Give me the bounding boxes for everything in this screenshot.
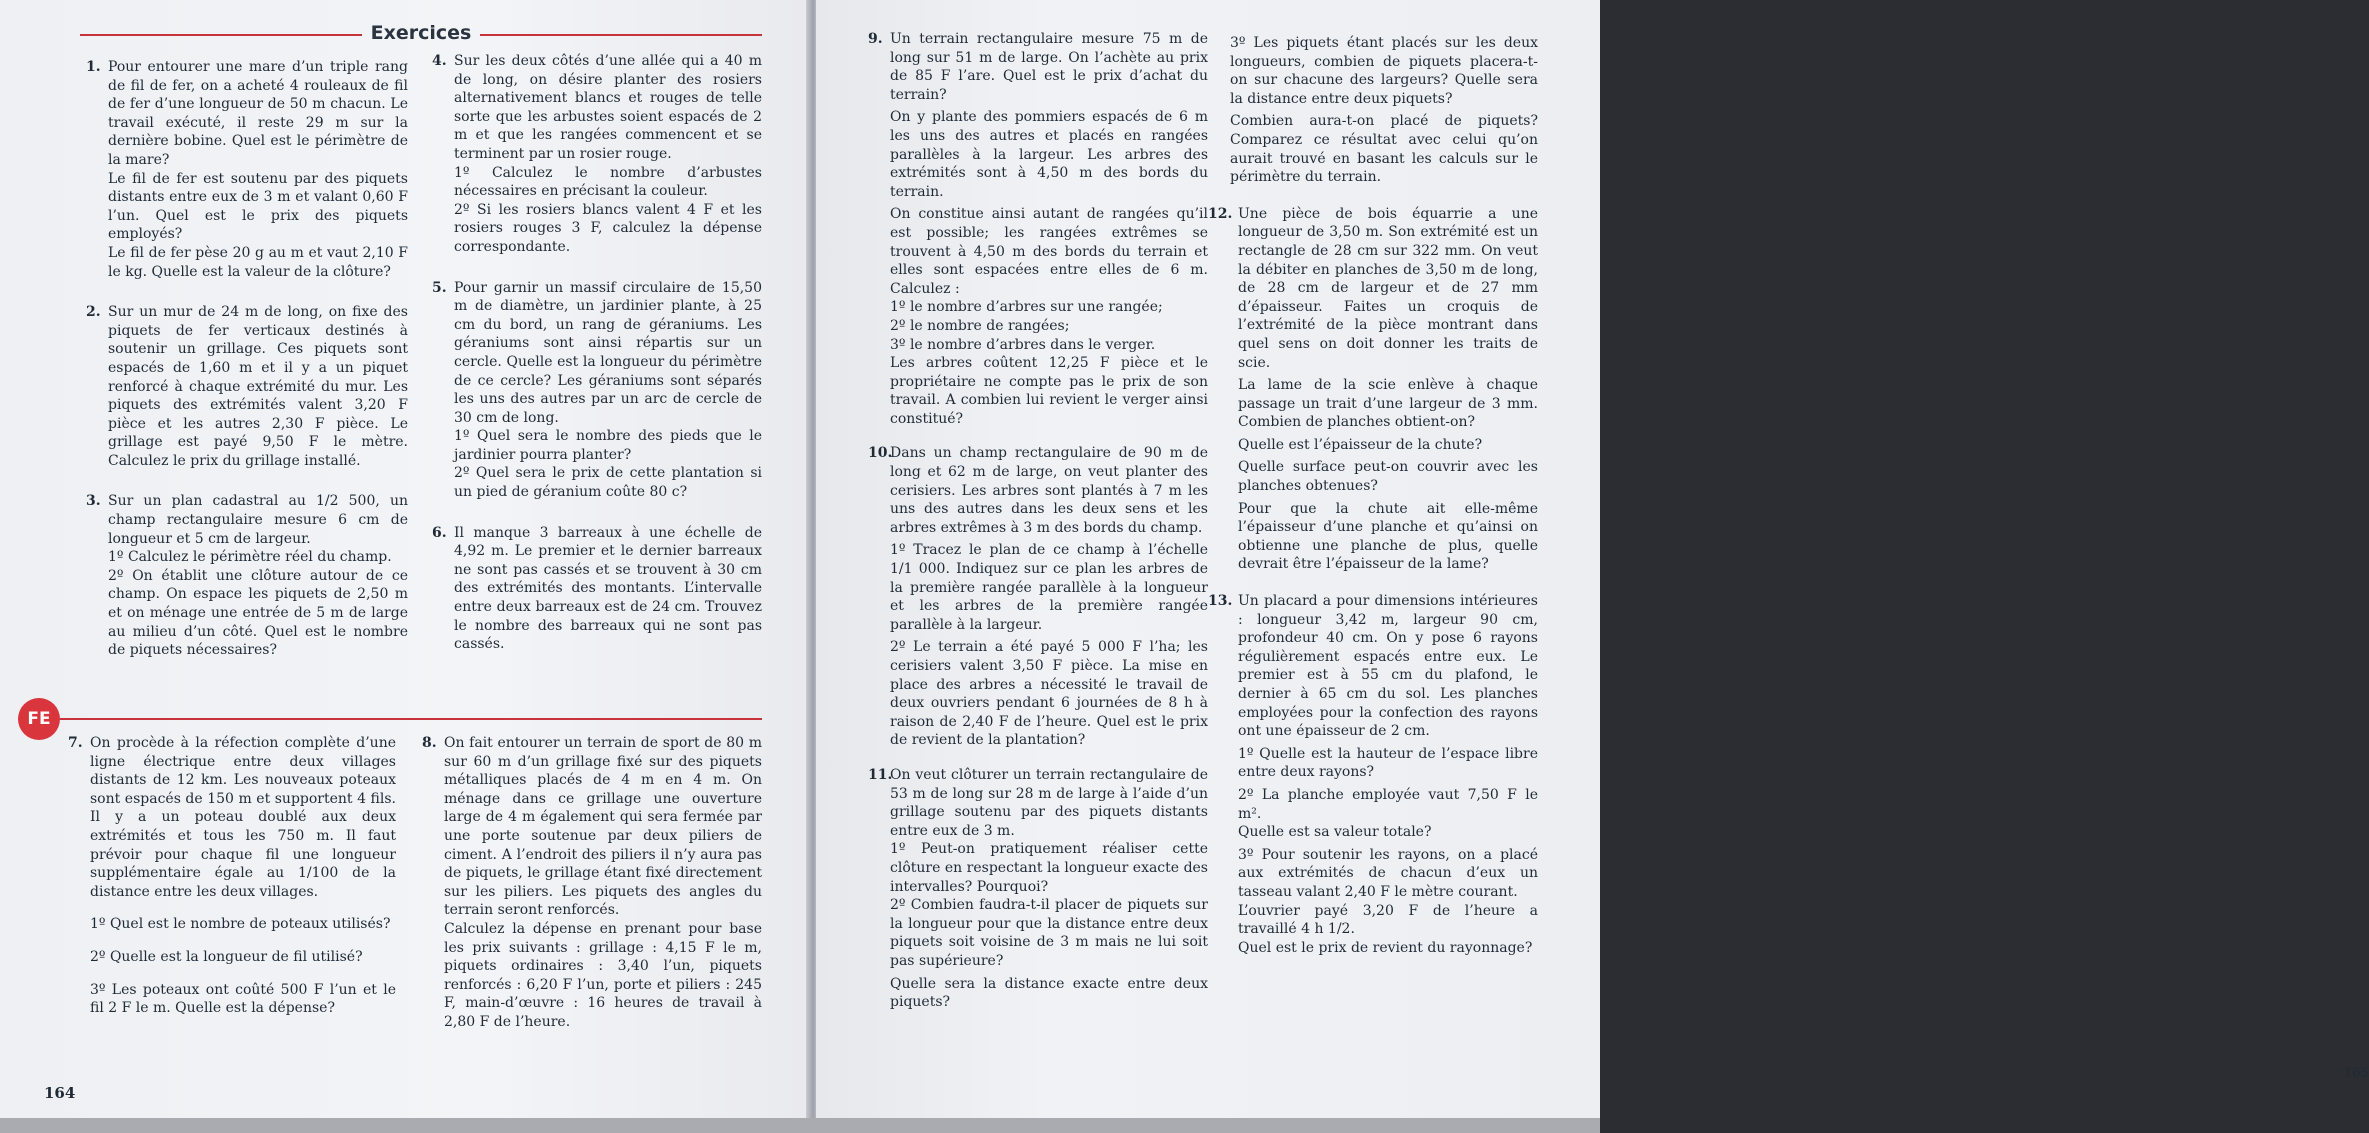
section-divider bbox=[60, 718, 762, 720]
exercise-number: 10. bbox=[868, 445, 893, 462]
exercise-13 bbox=[1208, 592, 1538, 957]
header-rule-left bbox=[80, 34, 362, 36]
exercise-text: Le fil de fer est soutenu par des piquets distants entre eux de 3 m et valant 0,60 F l’un. Quel est le prix des piquets employés? bbox=[108, 170, 408, 243]
left-column-b bbox=[432, 52, 762, 654]
exercise-text: La lame de la scie enlève à chaque passage un trait d’une largeur de 3 mm. Combien de planches obtient-on? bbox=[1238, 377, 1538, 431]
exercise-number: 11. bbox=[868, 766, 893, 783]
exercise-number: 5. bbox=[432, 279, 447, 296]
exercise-1 bbox=[86, 58, 408, 281]
exercise-text: On fait entourer un terrain de sport de 80 m sur 60 m d’un grillage fixé sur des piquets métalliques placés de 4 m en 4 m. On ménage dans ce grillage une ouverture large de 4 m également qui sera fermée par une porte soutenue par deux piliers de ciment. A l’endroit des piliers il n’y aura pas de piquets, le grillage étant fixé directement sur les piliers. Les piquets des angles du terrain seront renforcés. bbox=[444, 735, 762, 919]
exercise-number: 9. bbox=[868, 31, 883, 47]
page-number-left: 164 bbox=[44, 1084, 76, 1102]
exercise-text: Un terrain rectangulaire mesure 75 m de long sur 51 m de large. On l’achète au prix de 85 F l’are. Quel est le prix d’achat du terrain? bbox=[890, 31, 1208, 103]
exercise-text: Un placard a pour dimensions intérieures : longueur 3,42 m, largeur 90 cm, profondeur 40 cm. On y pose 6 rayons régulièrement espacés entre eux. Le premier est à 55 cm du plafond, le dernier à 65 cm du sol. Les planches employées pour la confection des rayons ont une épaisseur de 2 cm. bbox=[1238, 593, 1538, 740]
exercise-text: Une pièce de bois équarrie a une longueur de 3,50 m. Son extrémité est un rectangle de 28 cm sur 322 mm. On veut la débiter en planches de 3,50 m de long, de 28 cm de largeur et de 27 mm d’épaisseur. Faites un croquis de l’extrémité de la pièce montrant dans quel sens on doit donner les traits de scie. bbox=[1238, 205, 1538, 371]
exercise-number: 8. bbox=[422, 735, 437, 751]
page-header bbox=[80, 20, 762, 50]
exercise-text: Combien aura-t-on placé de piquets? Comparez ce résultat avec celui qu’on aurait trouvé en basant les calculs sur le périmètre du terrain. bbox=[1230, 113, 1538, 186]
exercise-text: Calculez la dépense en prenant pour base les prix suivants : grillage : 4,15 F le m, piquets ordinaires : 3,40 l’un, piquets renforcés : 6,20 F l’un, porte et piliers : 245 F, main-d’œuvre : 16 heures de travail à 2,80 F de l’heure. bbox=[444, 920, 762, 1030]
exercise-number: 2. bbox=[86, 304, 101, 321]
exercise-text: 3º Pour soutenir les rayons, on a placé aux extrémités de chacun d’eux un tasseau valant 2,40 F le mètre courant. bbox=[1238, 846, 1538, 900]
exercise-text: 2º le nombre de rangées; bbox=[890, 317, 1070, 334]
exercise-text: Quelle sera la distance exacte entre deux piquets? bbox=[890, 975, 1208, 1011]
fe-badge: FE bbox=[18, 698, 60, 740]
exercise-text: Quel est le prix de revient du rayonnage? bbox=[1238, 939, 1533, 956]
exercise-10 bbox=[868, 444, 1208, 750]
exercise-text: On veut clôturer un terrain rectangulaire de 53 m de long sur 28 m de large à l’aide d’un grillage soutenu par des piquets distants entre eux de 3 m. bbox=[890, 766, 1208, 839]
exercise-text: Le fil de fer pèse 20 g au m et vaut 2,10 F le kg. Quelle est la valeur de la clôture? bbox=[108, 244, 408, 280]
exercise-text: 2º Si les rosiers blancs valent 4 F et les rosiers rouges 3 F, calculez la dépense correspondante. bbox=[454, 201, 762, 255]
exercise-number: 13. bbox=[1208, 593, 1233, 610]
book-bottom-edge bbox=[0, 1118, 1600, 1133]
exercise-text: 2º Combien faudra-t-il placer de piquets sur la longueur pour que la distance entre deux piquets soit voisine de 3 m mais ne lui soit pas supérieure? bbox=[890, 897, 1208, 969]
left-column-b-bottom bbox=[422, 734, 762, 1032]
exercise-number: 12. bbox=[1208, 205, 1233, 222]
exercise-text: 1º Quelle est la hauteur de l’espace libre entre deux rayons? bbox=[1238, 745, 1538, 781]
exercise-text: 1º Calculez le périmètre réel du champ. bbox=[108, 549, 392, 566]
exercise-text: 2º On établit une clôture autour de ce champ. On espace les piquets de 2,50 m et on ménage une entrée de 5 m de large au milieu d’un côté. Quel est le nombre de piquets nécessaires? bbox=[108, 567, 408, 659]
exercise-text: Quelle surface peut-on couvrir avec les planches obtenues? bbox=[1238, 459, 1538, 495]
exercise-text: On constitue ainsi autant de rangées qu’il est possible; les rangées extrêmes se trouvent à 4,50 m des bords du terrain et elles sont espacées entre elles de 6 m. Calculez : bbox=[890, 206, 1208, 297]
exercise-8 bbox=[422, 734, 762, 1032]
exercise-9 bbox=[868, 30, 1208, 428]
left-page bbox=[0, 0, 812, 1133]
right-page bbox=[816, 0, 2369, 1133]
exercise-text: Pour que la chute ait elle-même l’épaisseur d’une planche et qu’ainsi on obtienne une planche de plus, quelle devrait être l’épaisseur de la lame? bbox=[1238, 500, 1538, 573]
exercise-2 bbox=[86, 303, 408, 470]
exercise-text: 3º Les piquets étant placés sur les deux longueurs, combien de piquets placera-t-on sur chacune des largeurs? Quelle sera la distance entre deux piquets? bbox=[1230, 35, 1538, 107]
exercise-text: Sur un plan cadastral au 1/2 500, un champ rectangulaire mesure 6 cm de longueur et 5 cm de largeur. bbox=[108, 493, 408, 547]
exercise-text: 3º Les poteaux ont coûté 500 F l’un et le fil 2 F le m. Quelle est la dépense? bbox=[90, 981, 396, 1017]
exercise-text: 2º Quel sera le prix de cette plantation si un pied de géranium coûte 80 c? bbox=[454, 465, 762, 501]
exercise-text: Pour entourer une mare d’un triple rang de fil de fer, on a acheté 4 rouleaux de fil de fer d’une longueur de 50 m chacun. Le travail exécuté, il reste 29 m sur la dernière bobine. Quel est le périmètre de la mare? bbox=[108, 59, 408, 168]
right-column-c bbox=[868, 30, 1208, 1012]
exercise-text: Il manque 3 barreaux à une échelle de 4,92 m. Le premier et le dernier barreaux ne sont pas cassés et se trouvent à 30 cm des extrémités des montants. L’intervalle entre deux barreaux est de 24 cm. Trouvez le nombre des barreaux qui ne sont pas cassés. bbox=[454, 524, 762, 653]
page-number-right: 165 bbox=[2344, 1066, 2369, 1081]
exercise-text: On procède à la réfection complète d’une ligne électrique entre deux villages distants de 12 km. Les nouveaux poteaux sont espacés de 150 m et supportent 4 fils. Il y a un poteau doublé aux deux extrémités et tous les 750 m. Il faut prévoir pour chaque fil une longueur supplémentaire égale au 1/100 de la distance entre les deux villages. bbox=[90, 735, 396, 900]
header-rule-right bbox=[480, 34, 762, 36]
exercise-text: Pour garnir un massif circulaire de 15,50 m de diamètre, un jardinier plante, à 25 cm du bord, un rang de géraniums. Les géraniums sont ainsi répartis sur un cercle. Quelle est la longueur du périmètre de ce cercle? Les géraniums sont séparés les uns des autres par un arc de cercle de 30 cm de long. bbox=[454, 279, 762, 426]
exercise-text: 3º le nombre d’arbres dans le verger. bbox=[890, 336, 1156, 353]
exercise-12 bbox=[1208, 205, 1538, 574]
exercise-text: 2º Quelle est la longueur de fil utilisé? bbox=[90, 948, 363, 965]
exercise-11-continued bbox=[1208, 34, 1538, 187]
exercise-text: Les arbres coûtent 12,25 F pièce et le propriétaire ne compte pas le prix de son travail. A combien lui revient le verger ainsi constitué? bbox=[890, 355, 1208, 427]
exercise-text: 1º le nombre d’arbres sur une rangée; bbox=[890, 299, 1163, 316]
exercise-text: 1º Quel sera le nombre des pieds que le jardinier pourra planter? bbox=[454, 428, 762, 463]
exercise-number: 4. bbox=[432, 53, 447, 69]
exercise-text: L’ouvrier payé 3,20 F de l’heure a travaillé 4 h 1/2. bbox=[1238, 902, 1538, 938]
exercise-7 bbox=[68, 734, 396, 1018]
exercise-text: Quelle est l’épaisseur de la chute? bbox=[1238, 436, 1483, 453]
exercise-text: 2º La planche employée vaut 7,50 F le m². bbox=[1238, 786, 1538, 822]
exercise-number: 6. bbox=[432, 524, 447, 541]
exercise-3 bbox=[86, 492, 408, 659]
exercise-text: Quelle est sa valeur totale? bbox=[1238, 824, 1432, 841]
left-column-a-bottom bbox=[68, 734, 396, 1018]
exercise-6 bbox=[432, 524, 762, 654]
left-column-a bbox=[86, 58, 408, 660]
exercise-4 bbox=[432, 52, 762, 257]
exercise-text: On y plante des pommiers espacés de 6 m les uns des autres et placés en rangées parallèles à la largeur. Les arbres des extrémités sont à 4,50 m des bords du terrain. bbox=[890, 109, 1208, 200]
exercise-text: Sur les deux côtés d’une allée qui a 40 m de long, on désire planter des rosiers alternativement blancs et rouges de telle sorte que les arbustes soient espacés de 2 m et que les rangées commencent et se terminent par un rosier rouge. bbox=[454, 53, 762, 162]
exercise-text: 1º Quel est le nombre de poteaux utilisés? bbox=[90, 916, 391, 933]
page-title: Exercices bbox=[370, 22, 472, 44]
exercise-text: Dans un champ rectangulaire de 90 m de long et 62 m de large, on veut planter des cerisiers. Les arbres sont plantés à 7 m les uns des autres dans les deux sens et les arbres extrêmes à 3 m des bords du champ. bbox=[890, 445, 1208, 536]
exercise-11 bbox=[868, 766, 1208, 1012]
exercise-5 bbox=[432, 279, 762, 502]
exercise-number: 3. bbox=[86, 493, 101, 510]
exercise-text: 1º Calculez le nombre d’arbustes nécessaires en précisant la couleur. bbox=[454, 164, 762, 200]
exercise-text: 1º Tracez le plan de ce champ à l’échelle 1/1 000. Indiquez sur ce plan les arbres de la première rangée parallèle à la longueur et les arbres de la première rangée parallèle à la largeur. bbox=[890, 542, 1208, 633]
right-column-d bbox=[1208, 34, 1538, 957]
exercise-text: 1º Peut-on pratiquement réaliser cette clôture en respectant la longueur exacte des intervalles? Pourquoi? bbox=[890, 841, 1208, 895]
exercise-text: Sur un mur de 24 m de long, on fixe des piquets de fer verticaux destinés à soutenir un grillage. Ces piquets sont espacés de 1,60 m et il y a un piquet renforcé à chaque extrémité du mur. Les piquets des extrémités valent 3,20 F pièce et les autres 2,30 F pièce. Le grillage est payé 9,50 F le mètre. Calculez le prix du grillage installé. bbox=[108, 304, 408, 469]
exercise-number: 7. bbox=[68, 735, 83, 751]
exercise-text: 2º Le terrain a été payé 5 000 F l’ha; les cerisiers valent 3,50 F pièce. La mise en place des arbres a nécessité le travail de deux ouvriers pendant 6 journées de 8 h à raison de 2,40 F de l’heure. Quel est le prix de revient de la plantation? bbox=[890, 639, 1208, 749]
exercise-number: 1. bbox=[86, 59, 101, 75]
